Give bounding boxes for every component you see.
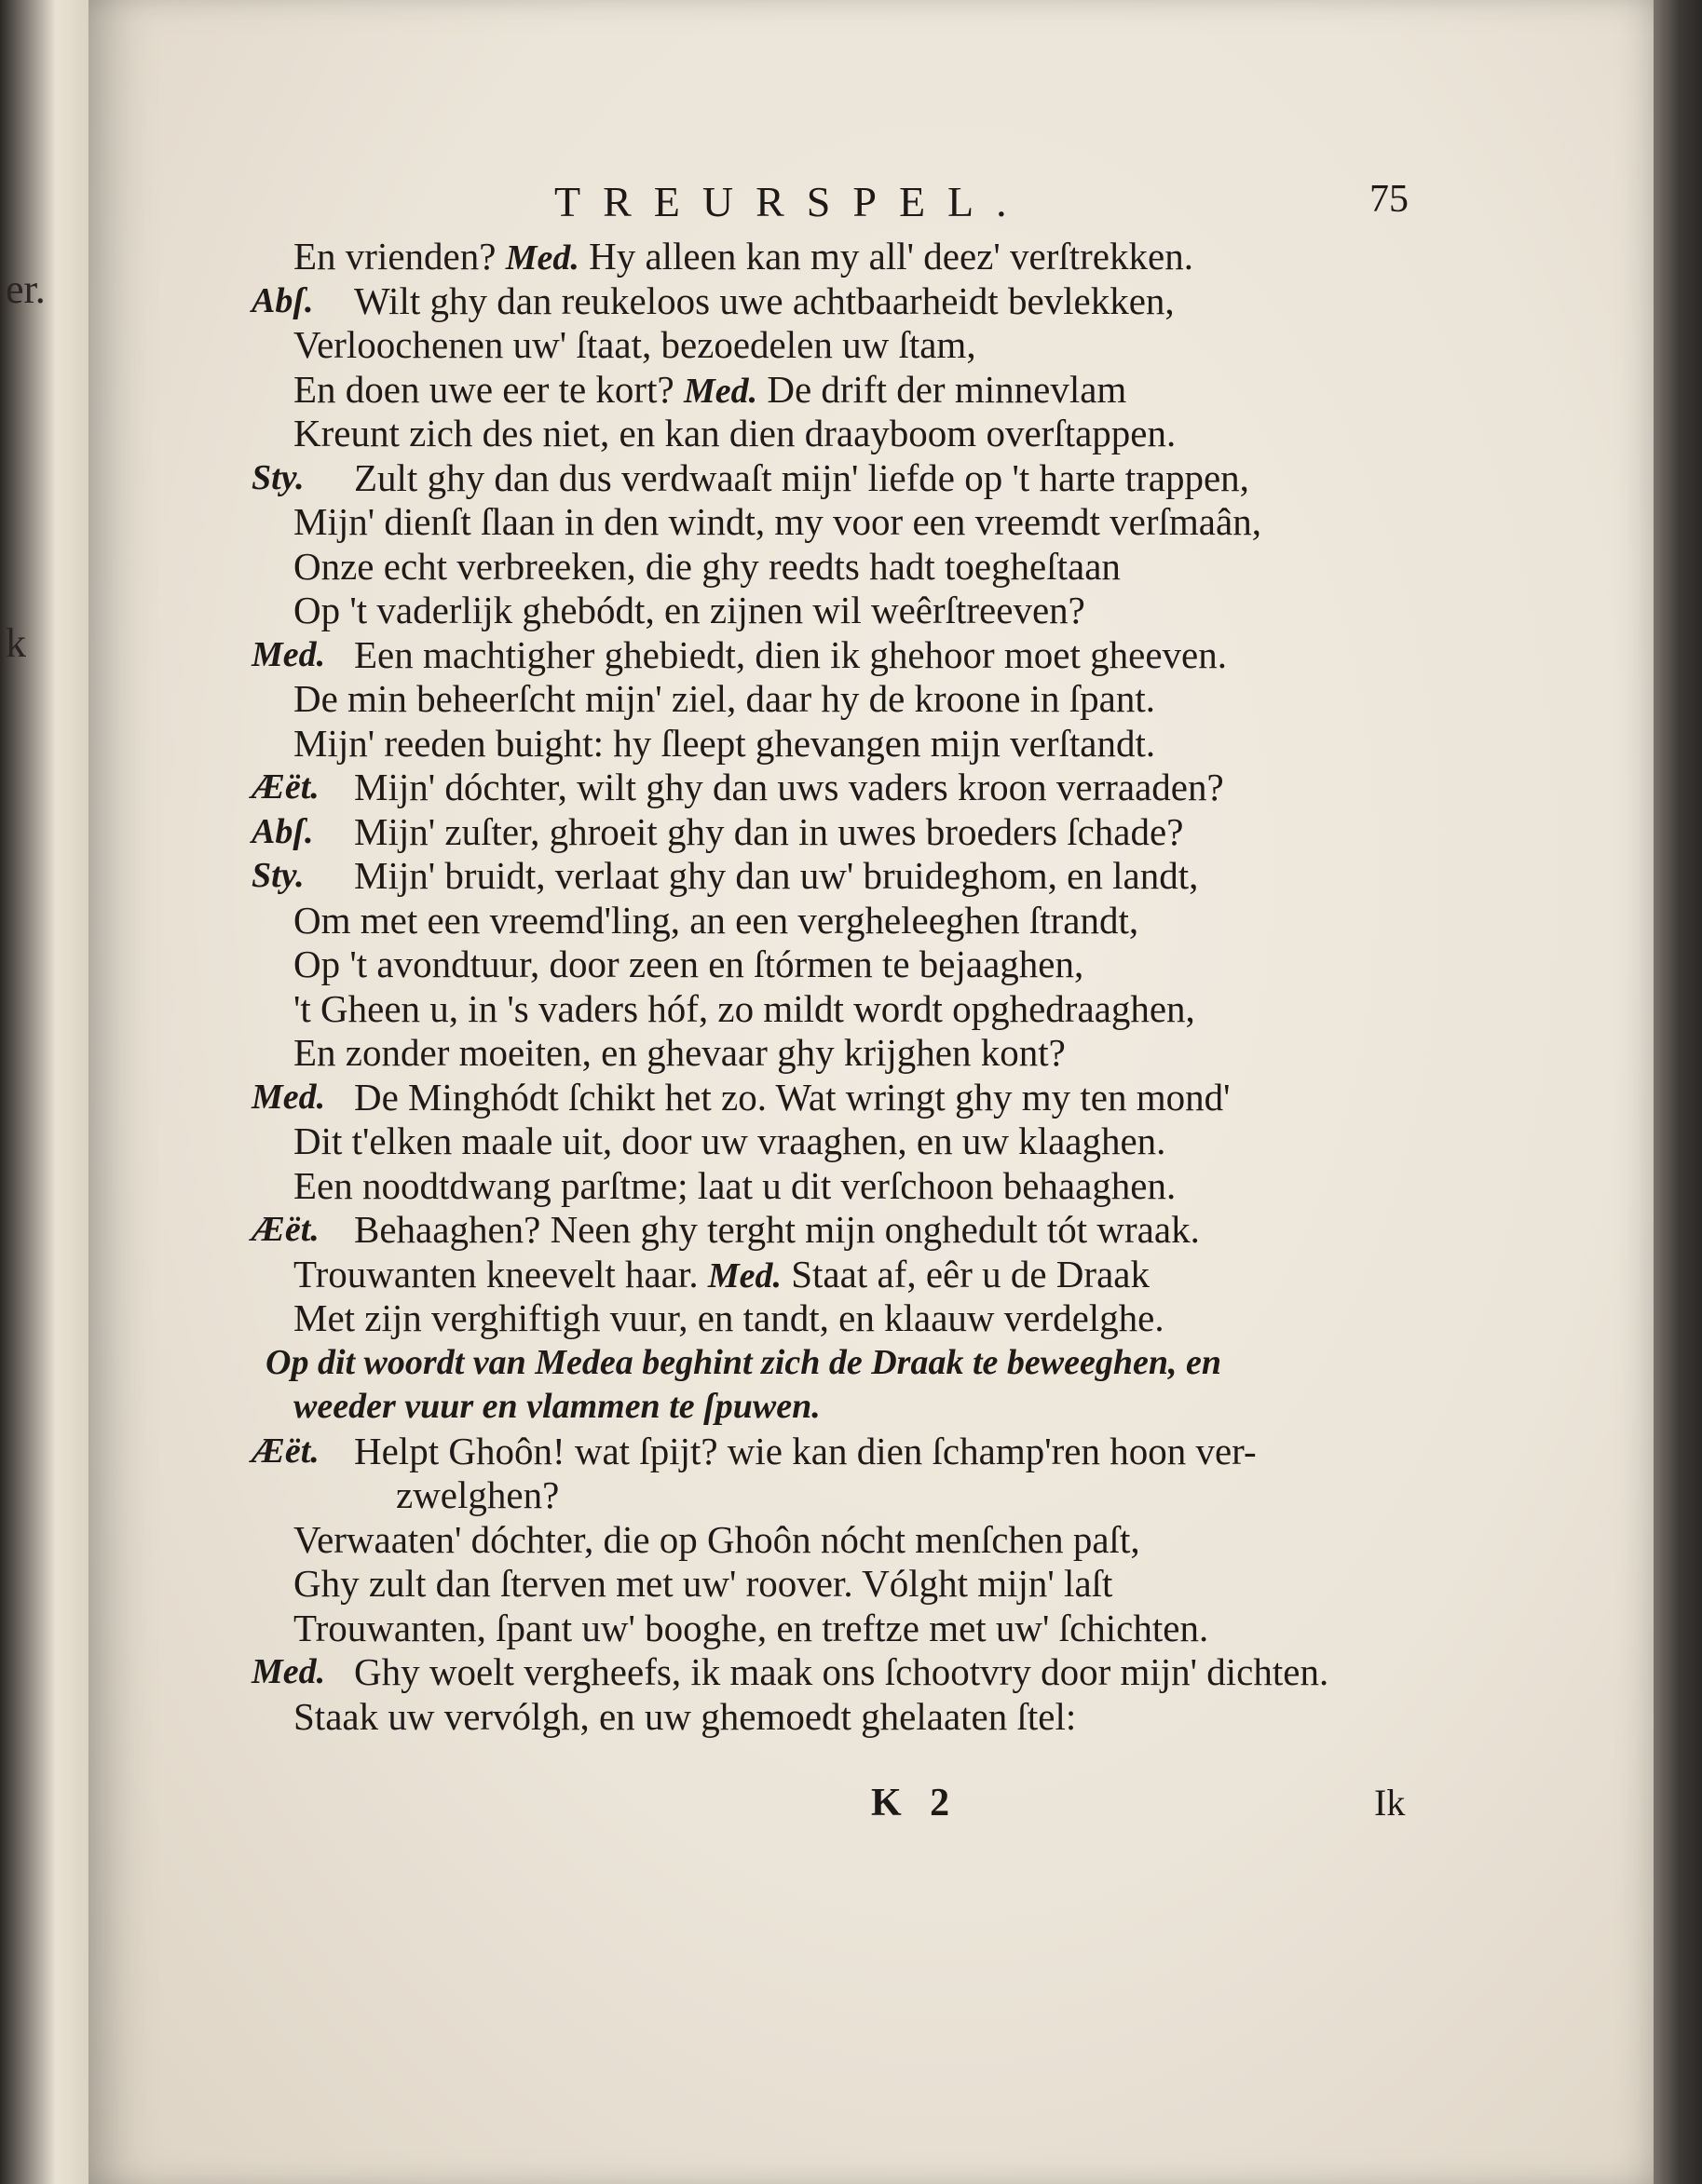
verse-text-span bbox=[354, 456, 1249, 501]
verse-line bbox=[89, 500, 1654, 545]
verse-words: De min beheerſcht mijn' ziel, daar hy de kroone in ſpant. bbox=[293, 677, 1156, 720]
verse-words: Hy alleen kan my all' deez' verſtrekken. bbox=[579, 235, 1193, 278]
verse-line bbox=[89, 1650, 1654, 1695]
verse-text-span bbox=[293, 1119, 1165, 1164]
verse-line bbox=[89, 677, 1654, 722]
verse-line bbox=[89, 1473, 1654, 1518]
verse-words: En zonder moeiten, en ghevaar ghy krijghen kont? bbox=[293, 1031, 1066, 1074]
verse-line bbox=[89, 899, 1654, 943]
verse-words: Ghy woelt vergheefs, ik maak ons ſchootvry door mijn' dichten. bbox=[354, 1650, 1329, 1693]
verse-line bbox=[89, 1119, 1654, 1164]
catchword: Ik bbox=[1374, 1782, 1406, 1824]
stage-direction: weeder vuur en vlammen te ſpuwen. bbox=[293, 1387, 821, 1426]
verse-words: Mijn' zuſter, ghroeit ghy dan in uwes broeders ſchade? bbox=[354, 809, 1184, 853]
verse-line bbox=[89, 456, 1654, 501]
verse-line bbox=[89, 368, 1654, 413]
verse-text-span bbox=[293, 545, 1121, 590]
verse-line bbox=[89, 1562, 1654, 1607]
verse-line bbox=[89, 1031, 1654, 1076]
verse-line bbox=[89, 545, 1654, 590]
speaker-name: Med. bbox=[252, 1652, 326, 1691]
verse-words: Trouwanten kneevelt haar. bbox=[293, 1252, 708, 1295]
speaker-name: Æët. bbox=[252, 1210, 320, 1249]
verse-words: De drift der minnevlam bbox=[757, 367, 1127, 411]
running-head bbox=[89, 177, 1654, 233]
book-fore-edge bbox=[1646, 0, 1702, 2184]
verse-line bbox=[89, 589, 1654, 633]
speaker-name: Med. bbox=[505, 238, 579, 278]
verse-words: 't Gheen u, in 's vaders hóf, zo mildt wordt opghedraaghen, bbox=[293, 986, 1195, 1030]
verse-text-span bbox=[354, 1650, 1328, 1695]
verse-words: Om met een vreemd'ling, an een vergheleeghen ſtrandt, bbox=[293, 898, 1139, 942]
verse-words: Verwaaten' dóchter, die op Ghoôn nócht menſchen paſt, bbox=[293, 1517, 1140, 1561]
previous-page-edge bbox=[0, 0, 93, 2184]
verse-words: Ghy zult dan ſterven met uw' roover. Vólght mijn' laſt bbox=[293, 1562, 1113, 1605]
speaker-name: Med. bbox=[252, 1077, 326, 1117]
verse-words: Onze echt verbreeken, die ghy reedts hadt toegheſtaan bbox=[293, 544, 1121, 588]
verse-words: De Minghódt ſchikt het zo. Wat wringt ghy my ten mond' bbox=[354, 1075, 1231, 1119]
verse-words: Wilt ghy dan reukeloos uwe achtbaarheidt bevlekken, bbox=[354, 278, 1175, 322]
verse-line bbox=[89, 1341, 1654, 1386]
verse-words: Mijn' dienſt ſlaan in den windt, my voor een vreemdt verſmaân, bbox=[293, 500, 1261, 543]
verse-line bbox=[89, 1164, 1654, 1209]
verse-text-span bbox=[354, 279, 1175, 324]
speaker-name: Med. bbox=[683, 371, 758, 411]
verse-text-span bbox=[293, 368, 1126, 414]
speaker-name: Abſ. bbox=[252, 280, 314, 320]
verse-words: Met zijn verghiftigh vuur, en tandt, en klaauw verdelghe. bbox=[293, 1296, 1164, 1339]
verse-text-span bbox=[354, 810, 1183, 855]
verse-text-span bbox=[354, 766, 1224, 810]
verse-line bbox=[89, 1253, 1654, 1297]
verse-text bbox=[89, 235, 1654, 1739]
page-number: 75 bbox=[1369, 178, 1409, 221]
previous-page-fragment: er. bbox=[6, 266, 46, 312]
verse-words: Op 't avondtuur, door zeen en ſtórmen te bejaaghen, bbox=[293, 943, 1084, 985]
verse-line bbox=[89, 1076, 1654, 1120]
verse-text-span bbox=[293, 500, 1261, 545]
verse-line bbox=[89, 1208, 1654, 1253]
verse-text-span bbox=[354, 1208, 1200, 1253]
verse-words: Mijn' bruidt, verlaat ghy dan uw' bruideghom, en landt, bbox=[354, 854, 1199, 897]
verse-words: Staak uw vervólgh, en uw ghemoedt ghelaaten ſtel: bbox=[293, 1694, 1077, 1738]
verse-text-span bbox=[293, 1253, 1150, 1299]
verse-text-span bbox=[293, 987, 1195, 1032]
verse-text-span bbox=[354, 1076, 1231, 1120]
verse-line bbox=[89, 943, 1654, 987]
verse-text-span bbox=[293, 677, 1155, 722]
verse-text-span bbox=[354, 854, 1198, 899]
verse-text-span bbox=[293, 1518, 1140, 1563]
verse-line bbox=[89, 722, 1654, 766]
verse-text-span bbox=[293, 1296, 1164, 1341]
verse-text-span bbox=[293, 412, 1176, 456]
verse-line bbox=[89, 633, 1654, 678]
verse-line bbox=[89, 766, 1654, 810]
speaker-name: Sty. bbox=[252, 856, 305, 895]
verse-words: Verloochenen uw' ſtaat, bezoedelen uw ſtam, bbox=[293, 323, 976, 366]
verse-line bbox=[89, 1695, 1654, 1740]
verse-text-span bbox=[293, 899, 1138, 943]
verse-words: Helpt Ghoôn! wat ſpijt? wie kan dien ſchamp'ren hoon ver- bbox=[354, 1429, 1257, 1472]
speaker-name: Æët. bbox=[252, 767, 320, 807]
speaker-name: Med. bbox=[252, 634, 326, 674]
verse-text-span bbox=[293, 589, 1085, 633]
speaker-name: Abſ. bbox=[252, 811, 314, 851]
verse-line bbox=[89, 1518, 1654, 1563]
verse-text-span bbox=[293, 1164, 1176, 1209]
page-footer bbox=[89, 1781, 1654, 1827]
verse-line bbox=[89, 1385, 1654, 1430]
verse-text-span bbox=[293, 1031, 1066, 1076]
verse-text-span bbox=[293, 943, 1083, 987]
verse-line bbox=[89, 854, 1654, 899]
verse-text-span bbox=[354, 633, 1227, 678]
verse-words: Behaaghen? Neen ghy terght mijn onghedult tót wraak. bbox=[354, 1208, 1200, 1251]
verse-words: Zult ghy dan dus verdwaaſt mijn' liefde op 't harte trappen, bbox=[354, 455, 1249, 499]
verse-words: Een noodtdwang parſtme; laat u dit verſchoon behaaghen. bbox=[293, 1163, 1177, 1207]
verse-text-span bbox=[293, 323, 976, 368]
speaker-name: Sty. bbox=[252, 457, 305, 497]
verse-line bbox=[89, 279, 1654, 324]
verse-line bbox=[89, 323, 1654, 368]
speaker-name: Med. bbox=[707, 1255, 782, 1295]
verse-words: Een machtigher ghebiedt, dien ik ghehoor moet gheeven. bbox=[354, 632, 1227, 676]
verse-line bbox=[89, 235, 1654, 279]
running-title: TREURSPEL. bbox=[554, 178, 1029, 225]
verse-words: Mijn' dóchter, wilt ghy dan uws vaders kroon verraaden? bbox=[354, 766, 1224, 808]
verse-line bbox=[89, 1607, 1654, 1651]
verse-text-span bbox=[293, 235, 1193, 281]
verse-line bbox=[89, 412, 1654, 456]
previous-page-fragment: k bbox=[6, 620, 26, 666]
signature-mark: K 2 bbox=[871, 1782, 960, 1825]
verse-line bbox=[89, 810, 1654, 855]
verse-words: En vrienden? bbox=[293, 235, 506, 278]
verse-words: Dit t'elken maale uit, door uw vraaghen, en uw klaaghen. bbox=[293, 1119, 1166, 1162]
verse-words: zwelghen? bbox=[396, 1473, 560, 1516]
verse-text-span bbox=[293, 1607, 1208, 1651]
verse-words: Mijn' reeden buight: hy ſleept ghevangen mijn verſtandt. bbox=[293, 721, 1156, 765]
verse-line bbox=[89, 1296, 1654, 1341]
verse-text-span bbox=[293, 1695, 1076, 1740]
verse-words: Staat af, eêr u de Draak bbox=[781, 1252, 1150, 1295]
verse-words: Kreunt zich des niet, en kan dien draayboom overſtappen. bbox=[293, 412, 1177, 454]
verse-text-span bbox=[293, 1562, 1112, 1607]
verse-words: Op 't vaderlijk ghebódt, en zijnen wil weêrſtreeven? bbox=[293, 589, 1085, 631]
verse-text-span bbox=[396, 1473, 559, 1518]
stage-direction: Op dit woordt van Medea beghint zich de Draak te beweeghen, en bbox=[266, 1342, 1221, 1382]
verse-line bbox=[89, 987, 1654, 1032]
speaker-name: Æët. bbox=[252, 1431, 320, 1471]
verse-text-span bbox=[354, 1430, 1257, 1474]
verse-line bbox=[89, 1430, 1654, 1474]
verse-text-span bbox=[293, 722, 1155, 766]
verse-words: Trouwanten, ſpant uw' booghe, en treftze met uw' ſchichten. bbox=[293, 1606, 1209, 1649]
verse-words: En doen uwe eer te kort? bbox=[293, 367, 684, 411]
book-page bbox=[89, 0, 1654, 2184]
